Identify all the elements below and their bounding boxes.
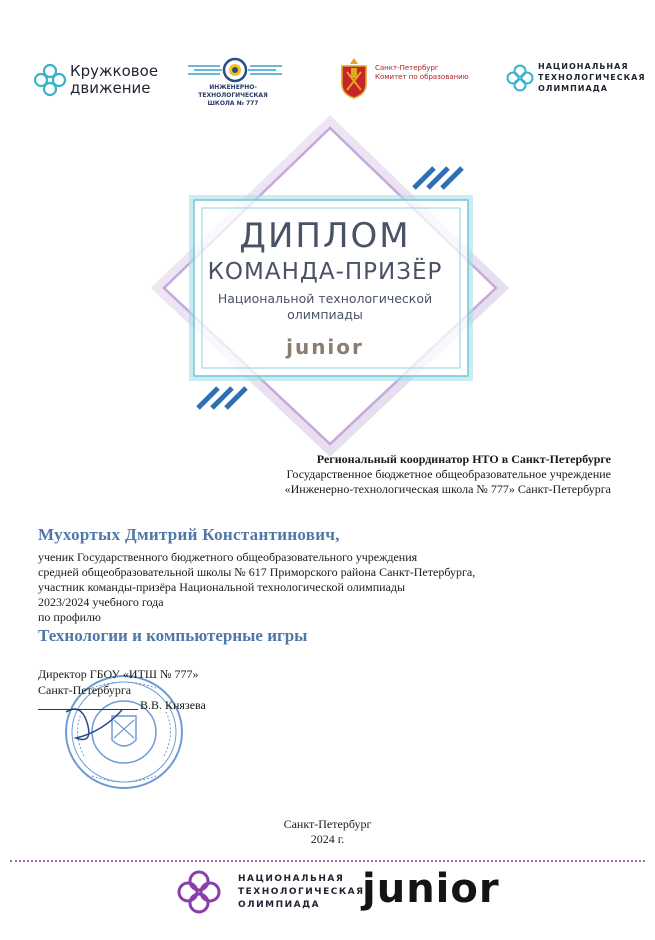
diploma-olympiad-line1: Национальной технологической <box>217 291 433 306</box>
diploma-olympiad-line2: олимпиады <box>287 307 363 322</box>
director-title-line2: Санкт-Петербурга <box>38 683 132 697</box>
spb-line2: Комитет по образованию <box>375 73 469 81</box>
its-line1: ИНЖЕНЕРНО-ТЕХНОЛОГИЧЕСКАЯ <box>198 84 268 99</box>
recipient-name: Мухортых Дмитрий Константинович, <box>38 525 340 544</box>
recipient-line4: 2023/2024 учебного года <box>38 595 164 609</box>
diploma-subtitle: КОМАНДА-ПРИЗЁР <box>207 259 443 285</box>
diploma-frame <box>150 110 510 460</box>
coordinator-line1: Государственное бюджетное общеобразовательное учреждение <box>286 467 611 481</box>
footer-nto-line3: ОЛИМПИАДА <box>238 900 321 910</box>
nto-line1: НАЦИОНАЛЬНАЯ <box>538 62 629 71</box>
kd-line2: движение <box>70 79 151 97</box>
nto-logo-text <box>538 61 646 94</box>
nto-icon <box>505 63 535 93</box>
kruzhkovoe-logo-text <box>70 63 158 97</box>
spb-line1: Санкт-Петербург <box>375 64 439 72</box>
nto-logo <box>505 63 535 93</box>
nto-junior-icon <box>175 868 223 916</box>
recipient-line5: по профилю <box>38 610 101 624</box>
issue-year: 2024 г. <box>310 832 345 846</box>
kruzhkovoe-icon <box>32 62 68 98</box>
nto-line3: ОЛИМПИАДА <box>538 84 608 93</box>
footer-nto-text <box>238 873 365 912</box>
spb-committee-text <box>375 64 475 82</box>
director-name: В.В. Князева <box>140 698 206 712</box>
recipient-line3: участник команды-призёра Национальной технологической олимпиады <box>38 580 406 594</box>
recipient-line2: средней общеобразовательной школы № 617 Приморского района Санкт-Петербурга, <box>38 565 476 579</box>
kruzhkovoe-logo <box>32 62 68 98</box>
kd-line1: Кружковое <box>70 62 159 80</box>
issue-city: Санкт-Петербург <box>283 817 372 831</box>
its-777-emblem-icon <box>180 56 290 84</box>
profile-name: Технологии и компьютерные игры <box>38 626 308 645</box>
its-line2: ШКОЛА № 777 <box>207 100 259 107</box>
footer-divider <box>10 860 645 862</box>
footer-junior-brand: junior <box>362 866 500 912</box>
coordinator-title: Региональный координатор НТО в Санкт-Петербурге <box>316 452 611 466</box>
director-title-line1: Директор ГБОУ «ИТШ № 777» <box>38 667 199 681</box>
spb-coat-of-arms <box>336 56 372 100</box>
coordinator-line2: «Инженерно-технологическая школа № 777» Санкт-Петербурга <box>284 482 611 496</box>
footer-nto-line1: НАЦИОНАЛЬНАЯ <box>238 874 345 884</box>
footer-nto-line2: ТЕХНОЛОГИЧЕСКАЯ <box>238 887 365 897</box>
diploma-title: ДИПЛОМ <box>239 216 411 256</box>
recipient-line1: ученик Государственного бюджетного общеобразовательного учреждения <box>38 550 418 564</box>
signature-line <box>38 709 138 710</box>
coat-of-arms-icon <box>336 56 372 100</box>
its-777-logo-text <box>178 84 288 108</box>
its-777-logo <box>180 56 290 84</box>
nto-line2: ТЕХНОЛОГИЧЕСКАЯ <box>538 73 646 82</box>
diploma-junior-brand: junior <box>286 335 364 359</box>
